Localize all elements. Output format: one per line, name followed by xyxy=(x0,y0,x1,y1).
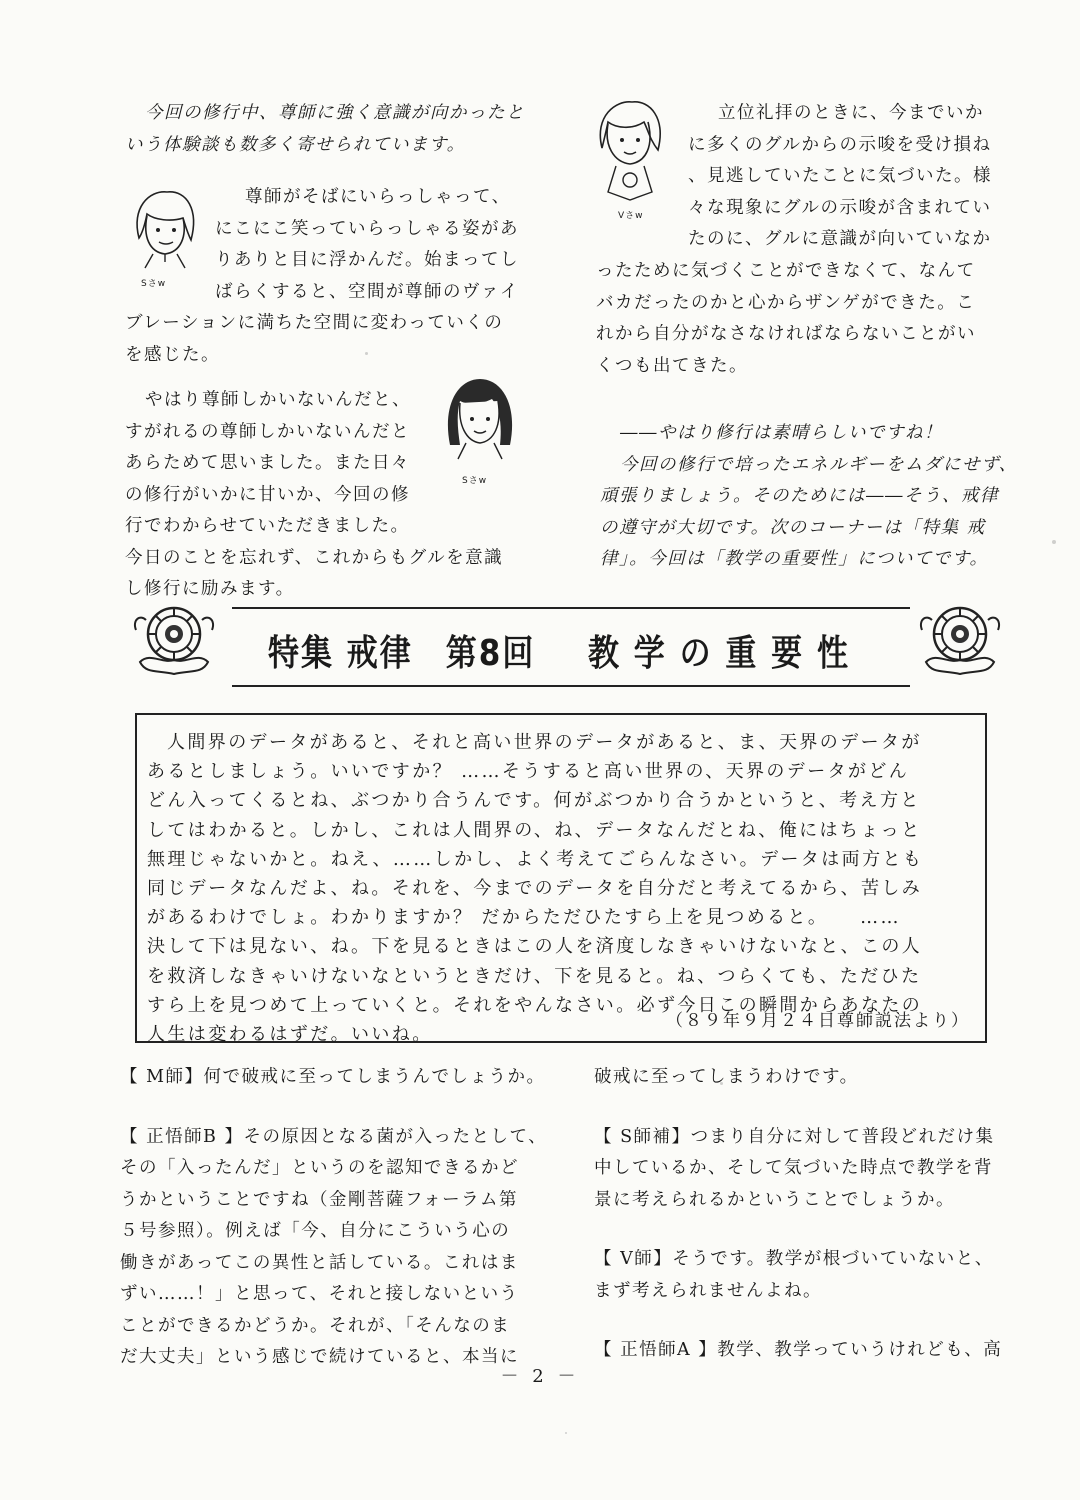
quote-line: 無理じゃないかと。ねえ、……しかし、よく考えてごらんなさい。データは両方とも xyxy=(147,848,924,870)
quote-source: （８９年９月２４日尊師説法より） xyxy=(666,1011,970,1031)
dialogue-entry xyxy=(594,1122,1034,1217)
speaker-label: 【 S師補】 xyxy=(594,1126,691,1147)
dialogue-text: つまり自分に対して普段どれだけ集 xyxy=(690,1126,995,1147)
text-line: 行でわからせていただきました。 xyxy=(125,516,410,536)
text-line: あらためて思いました。また日々 xyxy=(125,453,410,473)
text-line: 今日のことを忘れず、これからもグルを意識 xyxy=(125,547,504,568)
text-line: の修行がいかに甘いか、今回の修 xyxy=(125,484,410,505)
dharma-wheel-ornament-right xyxy=(918,600,1003,680)
print-speck xyxy=(565,1432,567,1434)
banner-series-title: 特集 戒律 第8回 xyxy=(268,632,536,675)
speaker-label: 【 V師】 xyxy=(594,1249,673,1269)
dialogue-text: だ大丈夫」という感じで続けていると、本当に xyxy=(120,1347,519,1367)
quote-line: どん入ってくるとね、ぶつかり合うんです。何がぶつかり合うかというと、考え方と xyxy=(147,790,921,812)
quote-line: 人間界のデータがあると、それと高い世界のデータがあると、ま、天界のデータが xyxy=(167,732,922,753)
text-line: 、見逃していたことに気づいた。様 xyxy=(688,166,992,186)
dialogue-entry xyxy=(594,1062,1034,1094)
sermon-quote-text xyxy=(147,728,977,1049)
dharma-wheel-ornament-left xyxy=(132,600,217,680)
girl-illustration-2 xyxy=(440,375,520,485)
text-line: 々な現象にグルの示唆が含まれてい xyxy=(688,197,992,218)
dialogue-text: 破戒に至ってしまうわけです。 xyxy=(594,1067,859,1087)
text-line: バカだったのかと心からザンゲができた。こ xyxy=(596,292,976,313)
dialogue-text: 働きがあってこの異性と話している。これはま xyxy=(120,1252,519,1273)
quote-line: があるわけでしょ。わかりますか？ だからただひたすら上を見つめると。 …… xyxy=(147,907,901,929)
banner-rule-top xyxy=(232,607,910,609)
quote-line: してはわかると。しかし、これは人間界の、ね、データなんだとね、俺にはちょっと xyxy=(147,819,922,841)
text-line: に多くのグルからの示唆を受け損ね xyxy=(688,134,992,155)
text-line: やはり尊師しかいないんだと、 xyxy=(145,390,411,410)
closing-paragraph xyxy=(600,418,1018,576)
text-line: ブレーションに満ちた空間に変わっていくの xyxy=(125,313,504,333)
girl-illustration-3 xyxy=(590,100,670,220)
dialogue-text: そうです。教学が根づいていないと、 xyxy=(672,1249,994,1269)
dialogue-right-column xyxy=(594,1062,1034,1367)
print-speck xyxy=(1052,540,1056,544)
text-line: 今回の修行中、尊師に強く意識が向かったと xyxy=(145,103,525,123)
dialogue-text: ５号参照）。例えば「今、自分にこういう心の xyxy=(120,1221,511,1241)
dialogue-text: 何で破戒に至ってしまうんでしょうか。 xyxy=(203,1067,546,1087)
dialogue-entry xyxy=(594,1244,1034,1307)
text-line: 尊師がそばにいらっしゃって、 xyxy=(245,187,511,207)
speaker-label: 【 正悟師B 】 xyxy=(120,1126,244,1147)
dialogue-text: まず考えられませんよね。 xyxy=(594,1280,822,1301)
text-line: れから自分がなさなければならないことがい xyxy=(596,324,976,344)
text-line: 今回の修行で培ったエネルギーをムダにせず、 xyxy=(620,454,1018,475)
girl-illustration-1 xyxy=(125,188,205,288)
dialogue-text: 教学、教学っていうけれども、高 xyxy=(717,1340,1003,1360)
text-line: 律」。今回は「教学の重要性」についてです。 xyxy=(600,549,989,569)
dialogue-entry xyxy=(120,1062,560,1094)
text-line: ――やはり修行は素晴らしいですね！ xyxy=(620,423,943,443)
dialogue-text: その「入ったんだ」というのを認知できるかど xyxy=(120,1158,519,1178)
text-line: すがれるの尊師しかいないんだと xyxy=(125,421,410,442)
testimonial-3-tail xyxy=(596,256,976,382)
text-line: りありと目に浮かんだ。始まってし xyxy=(215,250,519,270)
quote-line: を救済しなきゃいけないなというときだけ、下を見ると。ね、つらくても、ただひた xyxy=(147,965,922,987)
quote-line: 人生は変わるはずだ。いいね。 xyxy=(147,1024,433,1046)
text-line: の遵守が大切です。次のコーナーは「特集 戒 xyxy=(600,517,986,538)
dialogue-text: ことができるかどうか。それが、「そんなのま xyxy=(120,1315,511,1336)
page-number: － 2 － xyxy=(500,1366,580,1387)
text-line: し修行に励みます。 xyxy=(125,579,295,599)
intro-paragraph xyxy=(125,98,525,161)
dialogue-text: 中しているか、そして気づいた時点で教学を背 xyxy=(594,1158,993,1178)
testimonial-1-tail xyxy=(125,308,503,371)
speaker-label: 【 M師】 xyxy=(120,1067,204,1087)
text-line: を感じた。 xyxy=(125,344,220,365)
dialogue-text: その原因となる菌が入ったとして、 xyxy=(243,1126,548,1147)
dialogue-left-column xyxy=(120,1062,560,1374)
banner-topic-title: 教 学 の 重 要 性 xyxy=(588,632,850,675)
banner-rule-bottom xyxy=(232,685,910,687)
text-line: たのに、グルに意識が向いていなか xyxy=(688,229,992,249)
illustrator-signature: Vさw xyxy=(618,211,644,221)
text-line: にこにこ笑っていらっしゃる姿があ xyxy=(215,218,519,239)
text-line: 頑張りましょう。そのためには――そう、戒律 xyxy=(600,486,999,506)
text-line: ったために気づくことができなくて、なんて xyxy=(596,261,976,281)
text-line: 立位礼拝のときに、今までいか xyxy=(718,103,984,123)
quote-line: すら上を見つめて上っていくと。それをやんなさい。必ず今日この瞬間からあなたの xyxy=(147,994,923,1016)
testimonial-3-wrap xyxy=(688,98,992,256)
text-line: くつも出てきた。 xyxy=(596,355,748,376)
quote-line: 同じデータなんだよ、ね。それを、今までのデータを自分だと考えてるから、苦しみ xyxy=(147,878,923,900)
testimonial-1-wrap xyxy=(215,182,519,308)
quote-line: 決して下は見ない、ね。下を見るときはこの人を済度しなきゃいけないなと、この人 xyxy=(147,936,923,958)
dialogue-text: うかということですね（金剛菩薩フォーラム第 xyxy=(120,1189,518,1210)
speaker-label: 【 正悟師A 】 xyxy=(594,1340,718,1360)
dialogue-text: ずい……！」と思って、それと接しないという xyxy=(120,1284,519,1304)
illustrator-signature: Sさw xyxy=(462,476,488,486)
dialogue-text: 景に考えられるかということでしょうか。 xyxy=(594,1189,955,1210)
text-line: ばらくすると、空間が尊師のヴァイ xyxy=(215,281,519,302)
quote-line: あるとしましょう。いいですか？ ……そうすると高い世界の、天界のデータがどん xyxy=(147,761,910,783)
text-line: いう体験談も数多く寄せられています。 xyxy=(125,134,466,155)
illustrator-signature: Sさw xyxy=(141,279,167,289)
dialogue-entry xyxy=(120,1122,560,1374)
